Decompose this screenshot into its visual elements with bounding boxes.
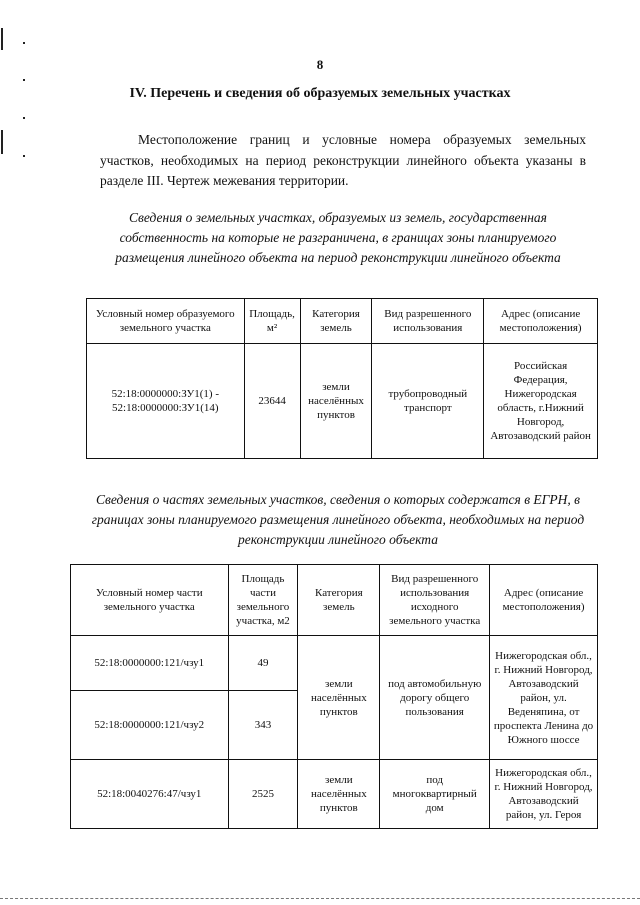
part-number: 52:18:0000000:121/чзу2: [71, 691, 229, 760]
column-header: Условный номер части земельного участка: [71, 565, 229, 636]
scan-mark: [23, 42, 25, 44]
table-row: [71, 760, 598, 829]
table2-caption: Сведения о частях земельных участков, сведения о которых содержатся в ЕГРН, в границах зоны планируемого размещения линейного объекта, необходимых на период реконструкции линейного объекта: [91, 492, 585, 547]
part-number: 52:18:0000000:121/чзу1: [71, 636, 229, 691]
column-header: Площадь части земельного участка, м2: [228, 565, 298, 636]
table-header-row: [87, 299, 598, 344]
plot-area: 23644: [244, 344, 300, 459]
land-plots-table: [86, 298, 598, 459]
scan-mark: [1, 28, 3, 50]
plot-number: 52:18:0000000:ЗУ1(1) - 52:18:0000000:ЗУ1(14): [87, 344, 245, 459]
permitted-use: трубопроводный транспорт: [372, 344, 484, 459]
column-header: Вид разрешенного использования: [372, 299, 484, 344]
land-category: земли населённых пунктов: [298, 760, 380, 829]
scan-mark: [23, 79, 25, 81]
scan-mark: [1, 130, 3, 154]
table-row: [71, 636, 598, 691]
scan-mark: [23, 155, 25, 157]
part-number: 52:18:0040276:47/чзу1: [71, 760, 229, 829]
column-header: Адрес (описание местоположения): [484, 299, 598, 344]
section-title: IV. Перечень и сведения об образуемых земельных участках: [129, 86, 511, 101]
table-header-row: [71, 565, 598, 636]
column-header: Категория земель: [300, 299, 372, 344]
part-area: 2525: [228, 760, 298, 829]
column-header: Площадь, м²: [244, 299, 300, 344]
part-address: Нижегородская обл., г. Нижний Новгород, Автозаводский район, ул. Героя: [490, 760, 598, 829]
intro-paragraph: Местоположение границ и условные номера образуемых земельных участков, необходимых на период реконструкции линейного объекта указаны в разделе III. Чертеж межевания территории.: [100, 132, 586, 188]
plot-address: Российская Федерация, Нижегородская область, г.Нижний Новгород, Автозаводский район: [484, 344, 598, 459]
land-category: земли населённых пунктов: [300, 344, 372, 459]
page-number: 8: [316, 57, 324, 72]
column-header: Адрес (описание местоположения): [490, 565, 598, 636]
part-area: 343: [228, 691, 298, 760]
column-header: Условный номер образуемого земельного участка: [87, 299, 245, 344]
permitted-use: под многоквартирный дом: [380, 760, 490, 829]
scan-edge-line: [0, 898, 640, 900]
permitted-use: под автомобильную дорогу общего пользования: [380, 636, 490, 760]
scan-mark: [23, 117, 25, 119]
column-header: Вид разрешенного использования исходного земельного участка: [380, 565, 490, 636]
land-category: земли населённых пунктов: [298, 636, 380, 760]
table-row: [87, 344, 598, 459]
table1-caption: Сведения о земельных участках, образуемых из земель, государственная собственность на которые не разграничена, в границах зоны планируемого размещения линейного объекта на период реконструкции линейного объекта: [115, 210, 561, 265]
part-address: Нижегородская обл., г. Нижний Новгород, Автозаводский район, ул. Веденяпина, от проспекта Ленина до Южного шоссе: [490, 636, 598, 760]
land-parts-table: [70, 564, 598, 829]
column-header: Категория земель: [298, 565, 380, 636]
part-area: 49: [228, 636, 298, 691]
